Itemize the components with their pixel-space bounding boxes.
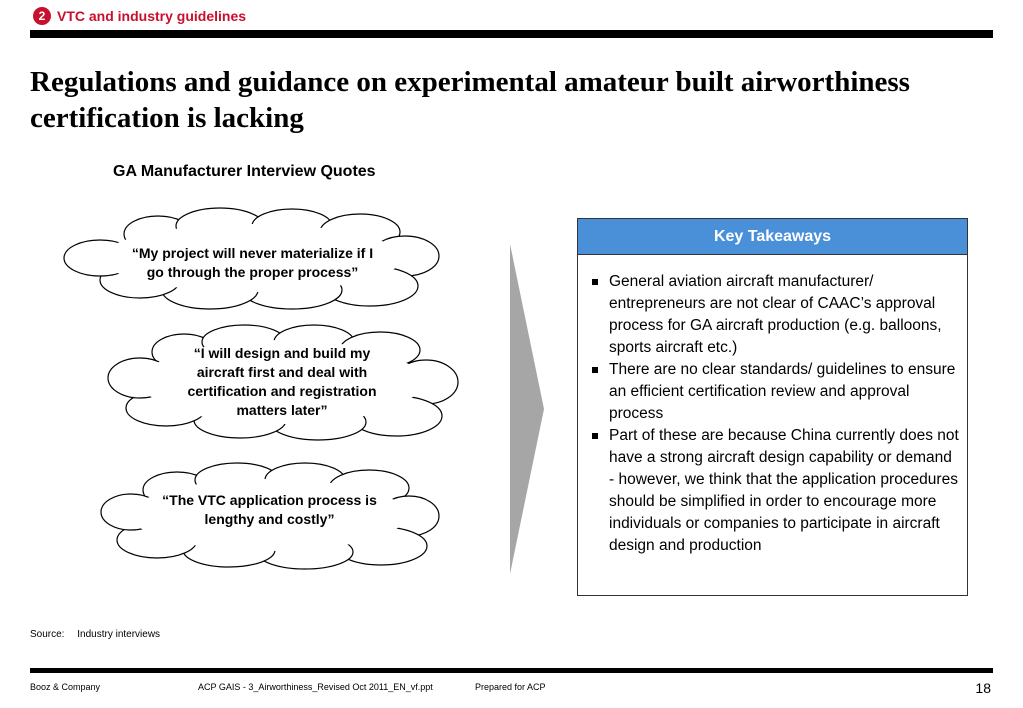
quote-cloud-2 <box>104 322 460 442</box>
footer-prepared: Prepared for ACP <box>475 682 546 692</box>
takeaways-list <box>578 255 967 557</box>
quote-3-line-2: lengthy and costly” <box>204 511 335 527</box>
page-title: Regulations and guidance on experimental amateur built airworthiness certification is lacking <box>30 66 910 134</box>
bottom-divider <box>30 668 993 673</box>
quotes-heading: GA Manufacturer Interview Quotes <box>113 163 376 180</box>
quote-2-line-3: certification and registration <box>187 383 377 399</box>
source-note <box>30 629 160 640</box>
square-bullet-icon <box>592 367 598 373</box>
top-divider <box>30 30 993 38</box>
quote-2-line-2: aircraft first and deal with <box>196 364 368 380</box>
key-takeaways-box <box>577 218 968 596</box>
chevron-arrow-icon <box>508 244 548 574</box>
square-bullet-icon <box>592 433 598 439</box>
source-text: Industry interviews <box>77 629 161 640</box>
section-label: VTC and industry guidelines <box>57 8 247 24</box>
quote-cloud-1 <box>60 204 445 312</box>
source-label: Source: <box>30 629 65 640</box>
footer-file: ACP GAIS - 3_Airworthiness_Revised Oct 2011_EN_vf.ppt <box>198 682 433 692</box>
quote-1-line-1: “My project will never materialize if I <box>131 245 374 261</box>
takeaway-item: Part of these are because China currently does not have a strong aircraft design capability or demand - however, we think that the application procedures should be simplified in order to encourage more individuals or companies to participate in aircraft design and production <box>592 425 959 557</box>
quote-2-line-1: “I will design and build my <box>193 345 371 361</box>
quote-3-line-1: “The VTC application process is <box>162 492 377 508</box>
quote-2-line-4: matters later” <box>236 402 328 418</box>
takeaway-item: There are no clear standards/ guidelines to ensure an efficient certification review and approval process <box>592 359 959 425</box>
takeaway-item: General aviation aircraft manufacturer/ entrepreneurs are not clear of CAAC’s approval process for GA aircraft production (e.g. balloons, sports aircraft etc.) <box>592 271 959 359</box>
section-tag <box>33 6 246 26</box>
section-number-badge: 2 <box>33 7 51 25</box>
square-bullet-icon <box>592 279 598 285</box>
key-takeaways-header: Key Takeaways <box>578 219 967 255</box>
footer-company: Booz & Company <box>30 682 101 692</box>
page-number: 18 <box>975 680 991 696</box>
quote-cloud-3 <box>97 460 442 570</box>
quote-1-line-2: go through the proper process” <box>146 264 359 280</box>
